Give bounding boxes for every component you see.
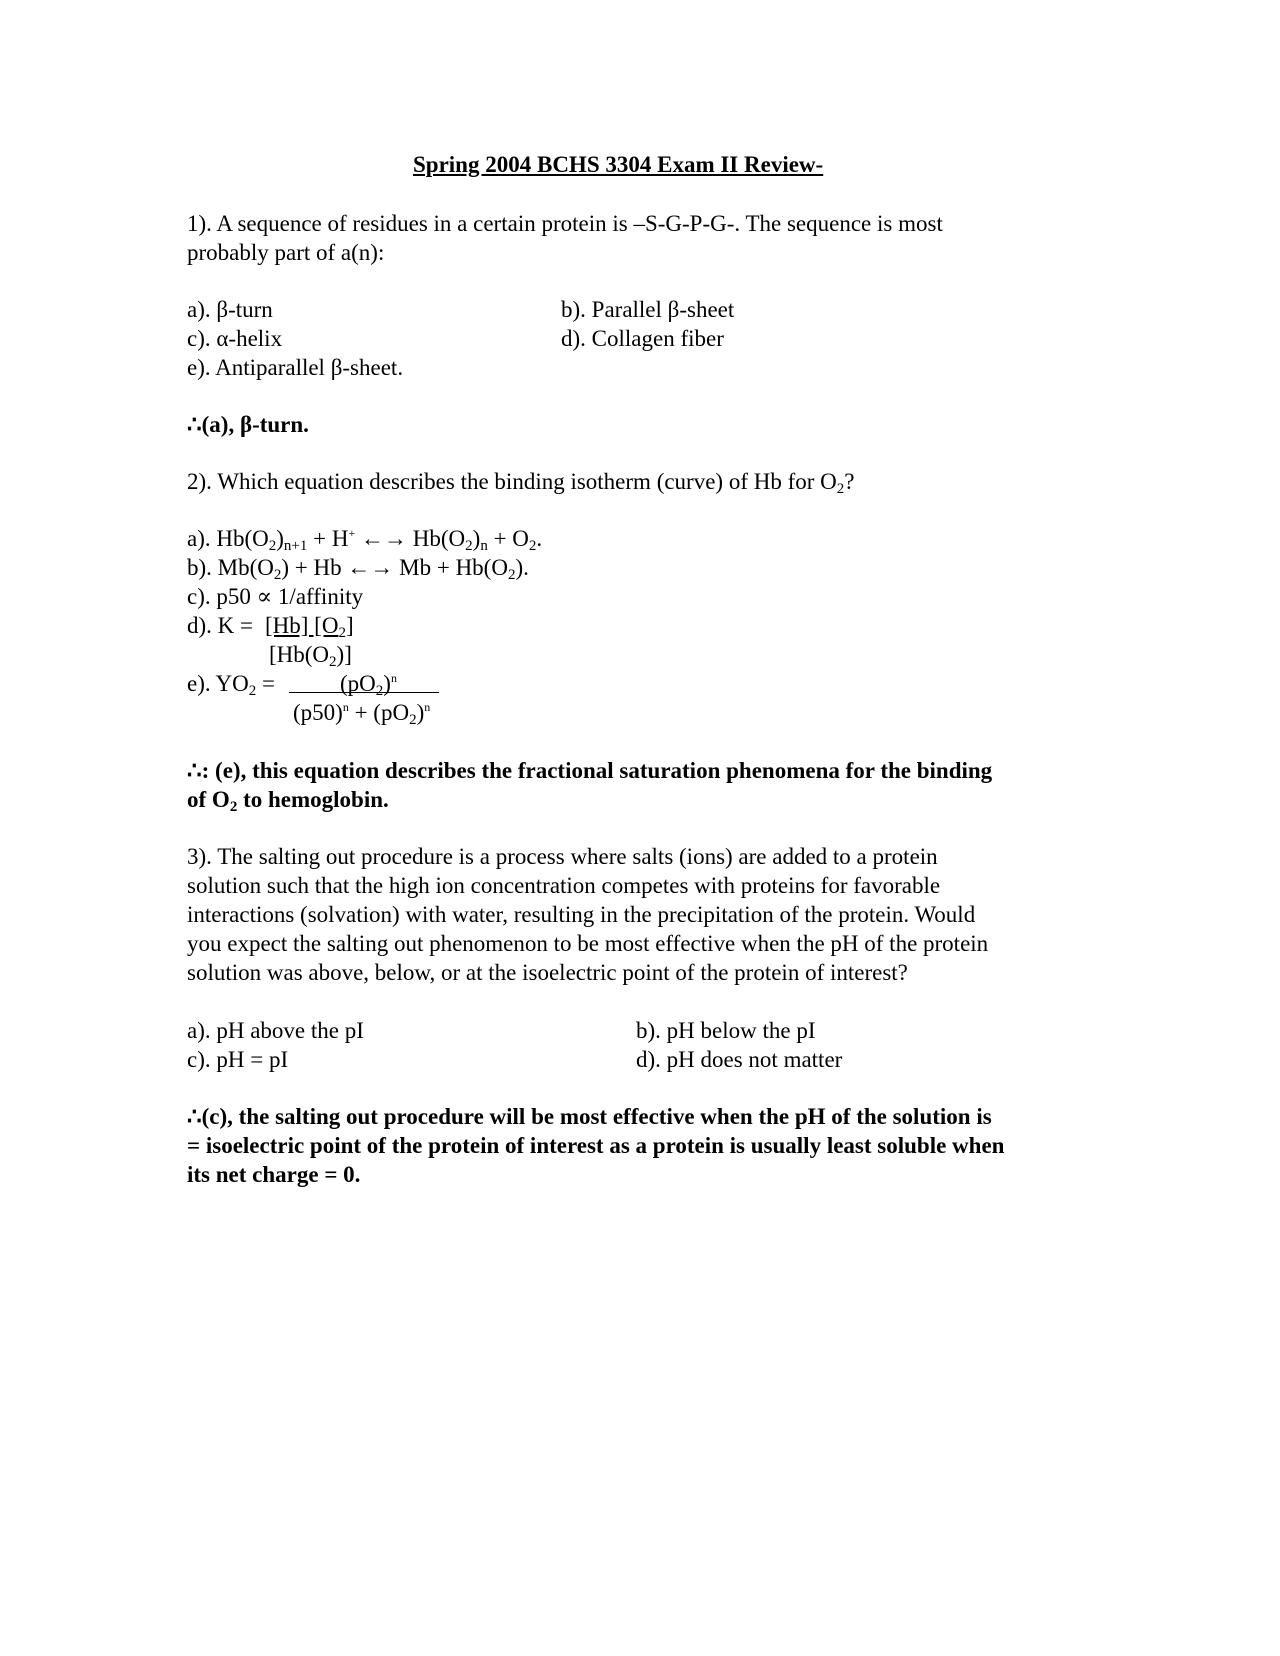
- equilibrium-arrow-icon: ←→: [347, 555, 394, 580]
- q2-option-e-denominator: $(p50)^n + (pO_2)^n$: [293, 700, 431, 728]
- equilibrium-arrow-icon: ←→: [355, 526, 413, 551]
- q3-option-b: b). pH below the pI: [636, 1018, 816, 1043]
- q1-option-a: a). β-turn: [187, 297, 273, 322]
- q3-option-a: a). pH above the pI: [187, 1018, 364, 1043]
- q1-answer: ∴(a), β-turn.: [187, 412, 309, 437]
- q1-prompt-line-1: 1). A sequence of residues in a certain protein is –S-G-P-G-. The sequence is most: [187, 211, 943, 236]
- q2-option-a: a). $Hb(O_2)_{n+1} + H^+$ ←→ $Hb(O_2)_n + O_2$.: [187, 526, 543, 554]
- q2-option-e-numerator: $(pO_2)^n$: [340, 671, 397, 699]
- q2-option-b: b). $Mb(O_2) + Hb$ ←→ $Mb + Hb(O_2)$.: [187, 555, 529, 583]
- q2-option-e-fraction-line: [289, 692, 439, 693]
- q2-option-c: c). p50 ∝ 1/affinity: [187, 584, 364, 609]
- q3-prompt-line-4: you expect the salting out phenomenon to be most effective when the pH of the protein: [187, 931, 989, 956]
- q1-option-c: c). α-helix: [187, 326, 283, 351]
- q3-answer-line-3: its net charge = 0.: [187, 1162, 361, 1187]
- q3-prompt-line-5: solution was above, below, or at the isoelectric point of the protein of interest?: [187, 960, 908, 985]
- page-title: Spring 2004 BCHS 3304 Exam II Review-: [413, 152, 824, 177]
- q2-prompt: 2). Which equation describes the binding isotherm (curve) of Hb for $O_2$?: [187, 469, 855, 497]
- q2-answer-line-2: of $O_2$ to hemoglobin.: [187, 787, 389, 815]
- q3-prompt-line-2: solution such that the high ion concentration competes with proteins for favorable: [187, 873, 941, 898]
- q3-prompt-line-1: 3). The salting out procedure is a process where salts (ions) are added to a protein: [187, 844, 938, 869]
- q3-answer-line-2: = isoelectric point of the protein of interest as a protein is usually least soluble when: [187, 1133, 1005, 1158]
- q2-option-d-denominator: $[Hb(O_2)]$: [269, 642, 352, 670]
- q3-answer-line-1: ∴(c), the salting out procedure will be most effective when the pH of the solution is: [187, 1104, 992, 1129]
- q1-prompt-line-2: probably part of a(n):: [187, 240, 385, 265]
- q2-option-e-label: e). $YO_2$ =: [187, 671, 275, 699]
- q1-option-e: e). Antiparallel β-sheet.: [187, 355, 404, 380]
- q2-option-d-label: d). K =: [187, 613, 253, 638]
- q3-option-d: d). pH does not matter: [636, 1047, 843, 1072]
- q2-answer-line-1: ∴: (e), this equation describes the fractional saturation phenomena for the binding: [187, 758, 993, 783]
- q3-option-c: c). pH = pI: [187, 1047, 289, 1072]
- q1-option-b: b). Parallel β-sheet: [561, 297, 735, 322]
- q1-option-d: d). Collagen fiber: [561, 326, 724, 351]
- q2-option-d-numerator: [Hb] $[O_2]$: [265, 613, 354, 641]
- q3-prompt-line-3: interactions (solvation) with water, resulting in the precipitation of the protein. Would: [187, 902, 976, 927]
